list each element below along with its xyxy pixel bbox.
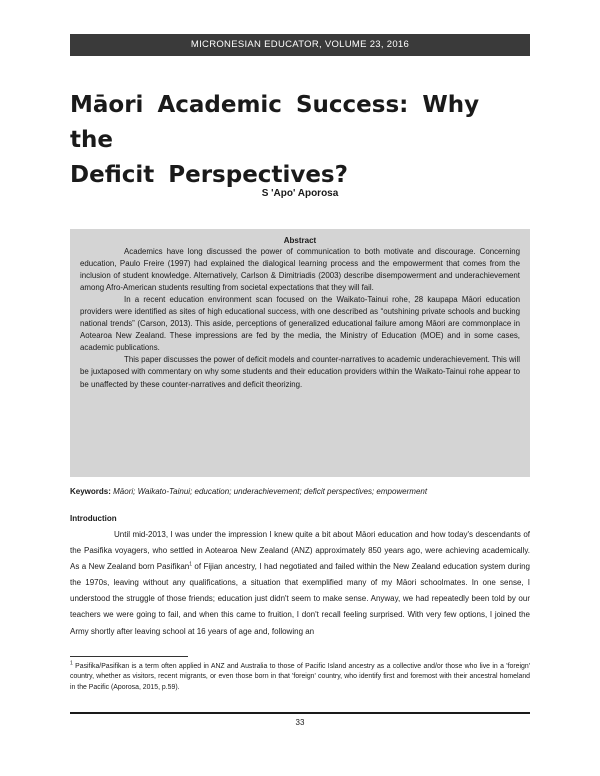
page-number: 33: [295, 718, 305, 727]
article-title-line-1: Māori Academic Success: Why the: [70, 92, 480, 153]
journal-header-text: MICRONESIAN EDUCATOR, VOLUME 23, 2016: [190, 39, 410, 50]
keywords: [70, 486, 530, 497]
footnote-reference: 1: [189, 561, 193, 568]
abstract-heading: Abstract: [283, 236, 317, 245]
keywords-text: Māori; Waikato-Tainui; education; underachievement; deficit perspectives; empowerment: [113, 487, 428, 496]
introduction-text-part-2: of Fijian ancestry, I had negotiated and failed within the New Zealand education system during the 1970s, leaving without any qualifications, a situation that exemplified many of my Māori schoolmates. In one sense, I understood the struggle of those friends; education just didn't seem to make sense. Anyway, we had repeatedly been told by our teachers we were going to fail, and when this came to fruition, I don't recall feeling surprised. With very few options, I joined the Army shortly after leaving school at 16 years of age and, following an: [70, 562, 530, 636]
footnote-divider: [70, 656, 188, 657]
author-name: S 'Apo' Aporosa: [261, 188, 339, 199]
footnote: [70, 662, 530, 693]
abstract-box: [70, 229, 530, 477]
footnote-marker: 1: [70, 660, 73, 667]
abstract-paragraph-2: In a recent education environment scan focused on the Waikato-Tainui rohe, 28 kaupapa Māori education providers were identified as sites of high educational success, with one described as “outshining private schools and bucking national trends” (Carson, 2013). This aside, perceptions of generalized educational failure among Māori are commonplace in Aotearoa New Zealand. These impressions are fed by the media, the Ministry of Education (MOE) and in some cases, academic publications.: [80, 295, 520, 353]
introduction-heading: Introduction: [70, 514, 117, 523]
introduction-paragraph: [70, 527, 530, 640]
footnote-text: Pasifika/Pasifikan is a term often applied in ANZ and Australia to those of Pacific Island ancestry as a collective and/or those who live in a 'foreign' country, whether as visitors, recent migrants, or even those born in that 'foreign' country, who identify first and foremost with their ancestral homeland in the Pacific (Aporosa, 2015, p.59).: [70, 663, 530, 691]
abstract-paragraph-3: This paper discusses the power of deficit models and counter-narratives to academic underachievement. This will be juxtaposed with commentary on why some students and their education providers within the Waikato-Tainui rohe appear to be unaffected by these counter-narratives and deficit theorizing.: [80, 355, 520, 389]
journal-header: [70, 34, 530, 56]
article-title: [70, 88, 530, 193]
abstract-paragraph-1: Academics have long discussed the power of communication to both motivate and discourage. Concerning education, Paulo Freire (1997) had explained the dialogical learning process and the empowerment that comes from the inclusion of student knowledge. Alternatively, Carlson & Dimitriadis (2003) describe disempowerment and underachievement among Afro-American students resulting from societal expectations that they will fail.: [80, 247, 520, 293]
keywords-label: Keywords:: [70, 487, 111, 496]
page-footer-rule: [70, 712, 530, 714]
article-title-line-2: Deficit Perspectives?: [70, 162, 348, 188]
introduction-text-part-1: Until mid-2013, I was under the impression I knew quite a bit about Māori education and how today's descendants of the Pasifika voyagers, who settled in Aotearoa New Zealand (ANZ) approximately 850 years ago, were achieving academically. As a New Zealand born Pasifikan: [70, 530, 530, 572]
